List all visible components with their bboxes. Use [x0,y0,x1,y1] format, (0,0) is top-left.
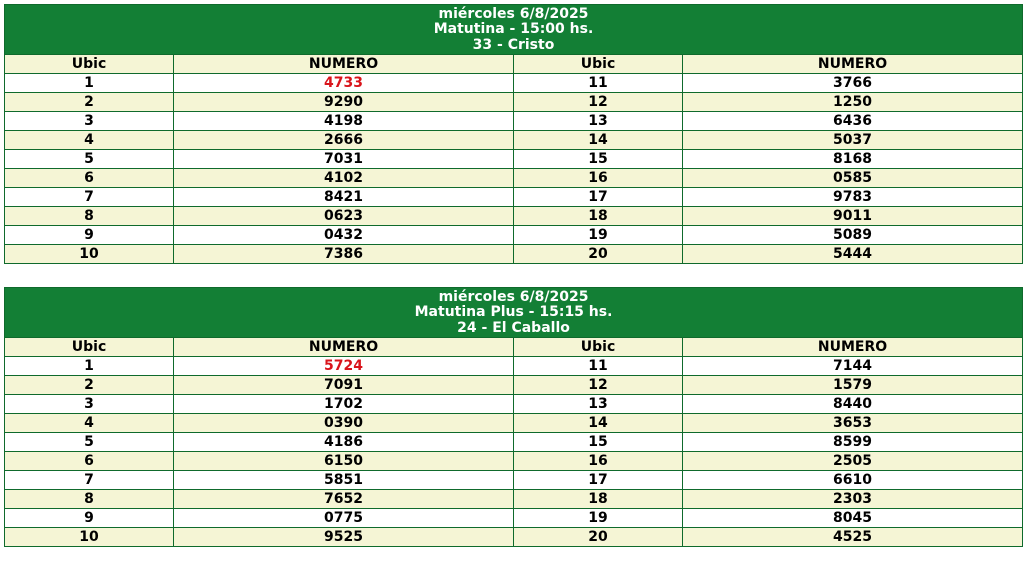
col-numero: NUMERO [174,338,514,357]
ubic-cell: 17 [514,471,683,490]
table-row [5,169,1023,188]
table-row [5,509,1023,528]
number-cell: 1250 [683,93,1023,112]
ubic-cell: 9 [5,226,174,245]
number-cell: 6150 [174,452,514,471]
number-cell: 8045 [683,509,1023,528]
ubic-cell: 3 [5,395,174,414]
number-cell: 0623 [174,207,514,226]
ubic-cell: 18 [514,207,683,226]
table-row [5,490,1023,509]
number-cell: 0432 [174,226,514,245]
ubic-cell: 20 [514,245,683,264]
number-cell: 9783 [683,188,1023,207]
table-row [5,395,1023,414]
draw-session: Matutina - 15:00 hs. [433,21,594,38]
table-row [5,150,1023,169]
ubic-cell: 15 [514,150,683,169]
draw-table-matutina-plus [4,287,1023,547]
number-cell: 7652 [174,490,514,509]
number-cell: 1579 [683,376,1023,395]
col-ubic: Ubic [514,55,683,74]
col-ubic: Ubic [5,55,174,74]
ubic-cell: 17 [514,188,683,207]
ubic-cell: 16 [514,452,683,471]
ubic-cell: 15 [514,433,683,452]
ubic-cell: 8 [5,207,174,226]
ubic-cell: 6 [5,169,174,188]
number-cell: 2303 [683,490,1023,509]
number-cell: 5851 [174,471,514,490]
ubic-cell: 1 [5,357,174,376]
ubic-cell: 1 [5,74,174,93]
ubic-cell: 6 [5,452,174,471]
ubic-cell: 2 [5,93,174,112]
ubic-cell: 7 [5,188,174,207]
table-row [5,74,1023,93]
table-row [5,452,1023,471]
number-cell: 8421 [174,188,514,207]
table-row [5,207,1023,226]
draw-header [5,5,1023,55]
draw-rows [5,74,1023,264]
number-cell: 7386 [174,245,514,264]
number-cell: 0775 [174,509,514,528]
number-cell: 2505 [683,452,1023,471]
number-cell: 0585 [683,169,1023,188]
number-cell: 3653 [683,414,1023,433]
draw-date: miércoles 6/8/2025 [438,289,589,305]
ubic-cell: 19 [514,509,683,528]
draw-head-number: 24 - El Caballo [457,319,570,336]
col-numero: NUMERO [683,55,1023,74]
table-row [5,528,1023,547]
table-row [5,376,1023,395]
number-cell: 2666 [174,131,514,150]
ubic-cell: 3 [5,112,174,131]
ubic-cell: 20 [514,528,683,547]
number-cell: 4186 [174,433,514,452]
ubic-cell: 5 [5,150,174,169]
number-cell: 4525 [683,528,1023,547]
number-cell: 1702 [174,395,514,414]
table-row [5,188,1023,207]
ubic-cell: 2 [5,376,174,395]
ubic-cell: 11 [514,74,683,93]
number-cell: 4102 [174,169,514,188]
table-row [5,245,1023,264]
col-numero: NUMERO [174,55,514,74]
draw-table-matutina [4,4,1023,264]
ubic-cell: 11 [514,357,683,376]
number-cell: 6436 [683,112,1023,131]
draw-header [5,288,1023,338]
ubic-cell: 16 [514,169,683,188]
number-cell: 8440 [683,395,1023,414]
number-cell: 0390 [174,414,514,433]
draw-session: Matutina Plus - 15:15 hs. [414,304,613,321]
number-cell: 5444 [683,245,1023,264]
ubic-cell: 19 [514,226,683,245]
number-cell: 6610 [683,471,1023,490]
table-row [5,112,1023,131]
draw-head-number: 33 - Cristo [472,36,555,53]
ubic-cell: 10 [5,245,174,264]
number-cell: 8599 [683,433,1023,452]
number-cell: 3766 [683,74,1023,93]
ubic-cell: 8 [5,490,174,509]
number-cell: 4198 [174,112,514,131]
number-cell: 7144 [683,357,1023,376]
ubic-cell: 4 [5,414,174,433]
ubic-cell: 14 [514,414,683,433]
ubic-cell: 14 [514,131,683,150]
ubic-cell: 5 [5,433,174,452]
ubic-cell: 12 [514,376,683,395]
ubic-cell: 7 [5,471,174,490]
ubic-cell: 18 [514,490,683,509]
winning-number: 4733 [174,74,514,93]
draw-date: miércoles 6/8/2025 [438,6,589,22]
ubic-cell: 4 [5,131,174,150]
number-cell: 9011 [683,207,1023,226]
ubic-cell: 12 [514,93,683,112]
ubic-cell: 13 [514,112,683,131]
ubic-cell: 10 [5,528,174,547]
col-ubic: Ubic [5,338,174,357]
ubic-cell: 9 [5,509,174,528]
table-row [5,226,1023,245]
table-row [5,414,1023,433]
number-cell: 5037 [683,131,1023,150]
number-cell: 7091 [174,376,514,395]
number-cell: 9525 [174,528,514,547]
table-row [5,93,1023,112]
number-cell: 9290 [174,93,514,112]
table-row [5,433,1023,452]
table-row [5,471,1023,490]
col-numero: NUMERO [683,338,1023,357]
number-cell: 5089 [683,226,1023,245]
number-cell: 7031 [174,150,514,169]
number-cell: 8168 [683,150,1023,169]
ubic-cell: 13 [514,395,683,414]
table-row [5,357,1023,376]
table-row [5,131,1023,150]
winning-number: 5724 [174,357,514,376]
col-ubic: Ubic [514,338,683,357]
draw-rows [5,357,1023,547]
